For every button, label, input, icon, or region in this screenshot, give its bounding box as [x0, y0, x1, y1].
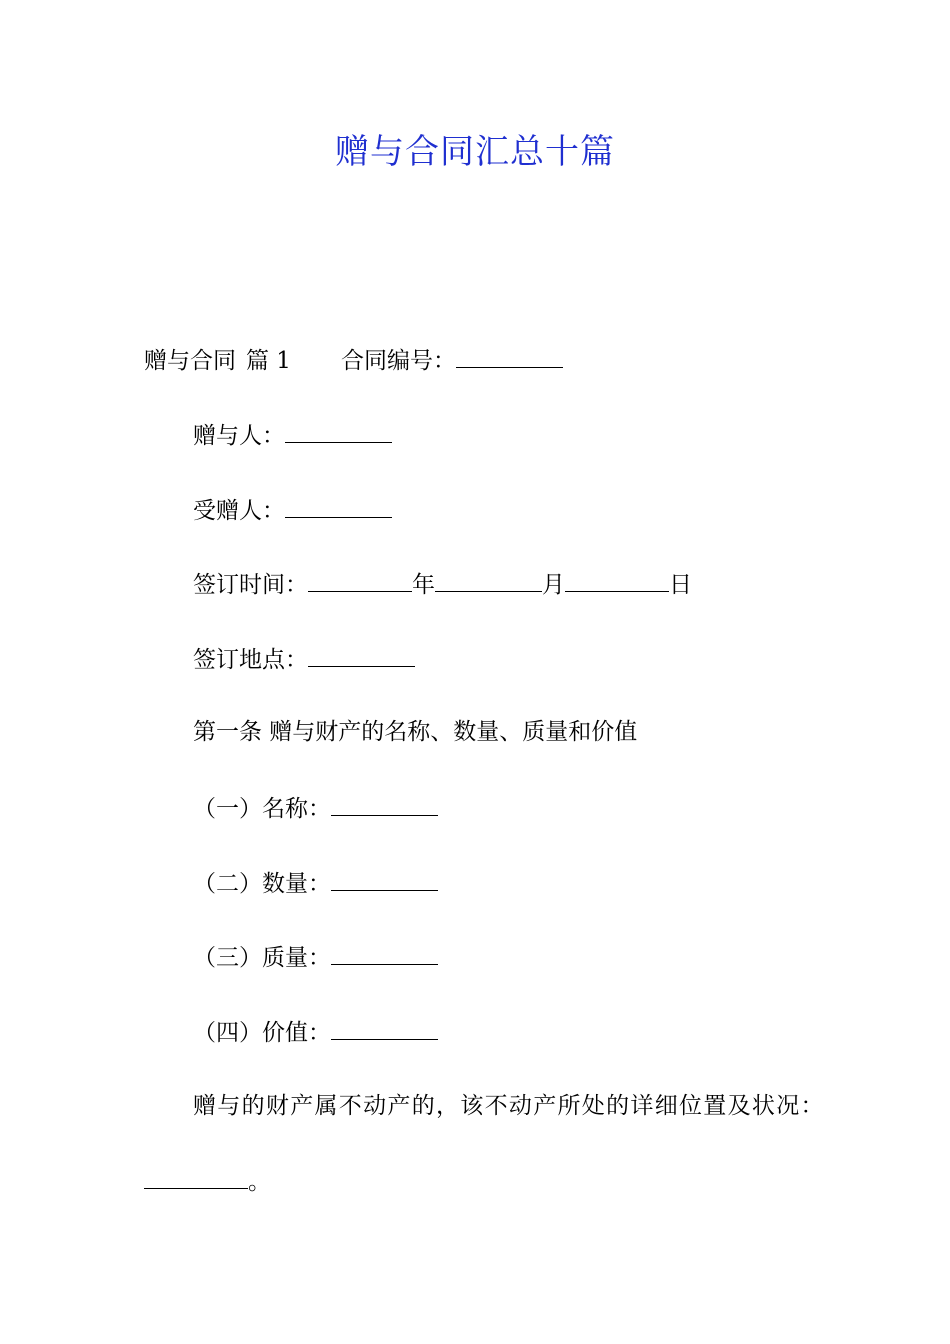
item-value-line: [193, 1015, 438, 1049]
contract-number-blank: [456, 343, 563, 368]
item-value-label: （四）价值：: [193, 1020, 331, 1046]
month-blank: [435, 567, 542, 592]
day-blank: [565, 567, 669, 592]
item-quantity-blank: [331, 866, 438, 891]
item-quality-blank: [331, 940, 438, 965]
day-label: 日: [669, 572, 692, 598]
signing-place-line: [193, 642, 415, 676]
section-label: 赠与合同: [144, 348, 236, 374]
signing-date-line: [193, 567, 692, 601]
month-label: 月: [542, 572, 565, 598]
donor-blank: [285, 418, 392, 443]
item-name-label: （一）名称：: [193, 796, 331, 822]
item-quality-line: [193, 940, 438, 974]
contract-header-line: [144, 343, 563, 377]
real-estate-paragraph: 赠与的财产属不动产的，该不动产所处的详细位置及状况：: [193, 1093, 825, 1119]
signing-place-blank: [308, 642, 415, 667]
article-1-heading: 第一条 赠与财产的名称、数量、质量和价值: [193, 719, 638, 745]
donee-label: 受赠人：: [193, 498, 285, 524]
signing-place-label: 签订地点：: [193, 647, 308, 673]
item-quality-label: （三）质量：: [193, 945, 331, 971]
real-estate-blank: [144, 1164, 248, 1189]
year-label: 年: [412, 572, 435, 598]
sentence-end: 。: [248, 1169, 271, 1195]
donee-blank: [285, 493, 392, 518]
item-name-line: [193, 791, 438, 825]
item-quantity-line: [193, 866, 438, 900]
item-value-blank: [331, 1015, 438, 1040]
year-blank: [308, 567, 412, 592]
item-name-blank: [331, 791, 438, 816]
contract-number-label: 合同编号：: [340, 348, 456, 374]
document-title: 赠与合同汇总十篇: [335, 132, 615, 172]
item-quantity-label: （二）数量：: [193, 871, 331, 897]
donor-line: [193, 418, 392, 452]
signing-date-label: 签订时间：: [193, 572, 308, 598]
donee-line: [193, 493, 392, 527]
section-number: 篇 1: [246, 348, 291, 374]
donor-label: 赠与人：: [193, 423, 285, 449]
real-estate-continuation: [144, 1164, 271, 1198]
